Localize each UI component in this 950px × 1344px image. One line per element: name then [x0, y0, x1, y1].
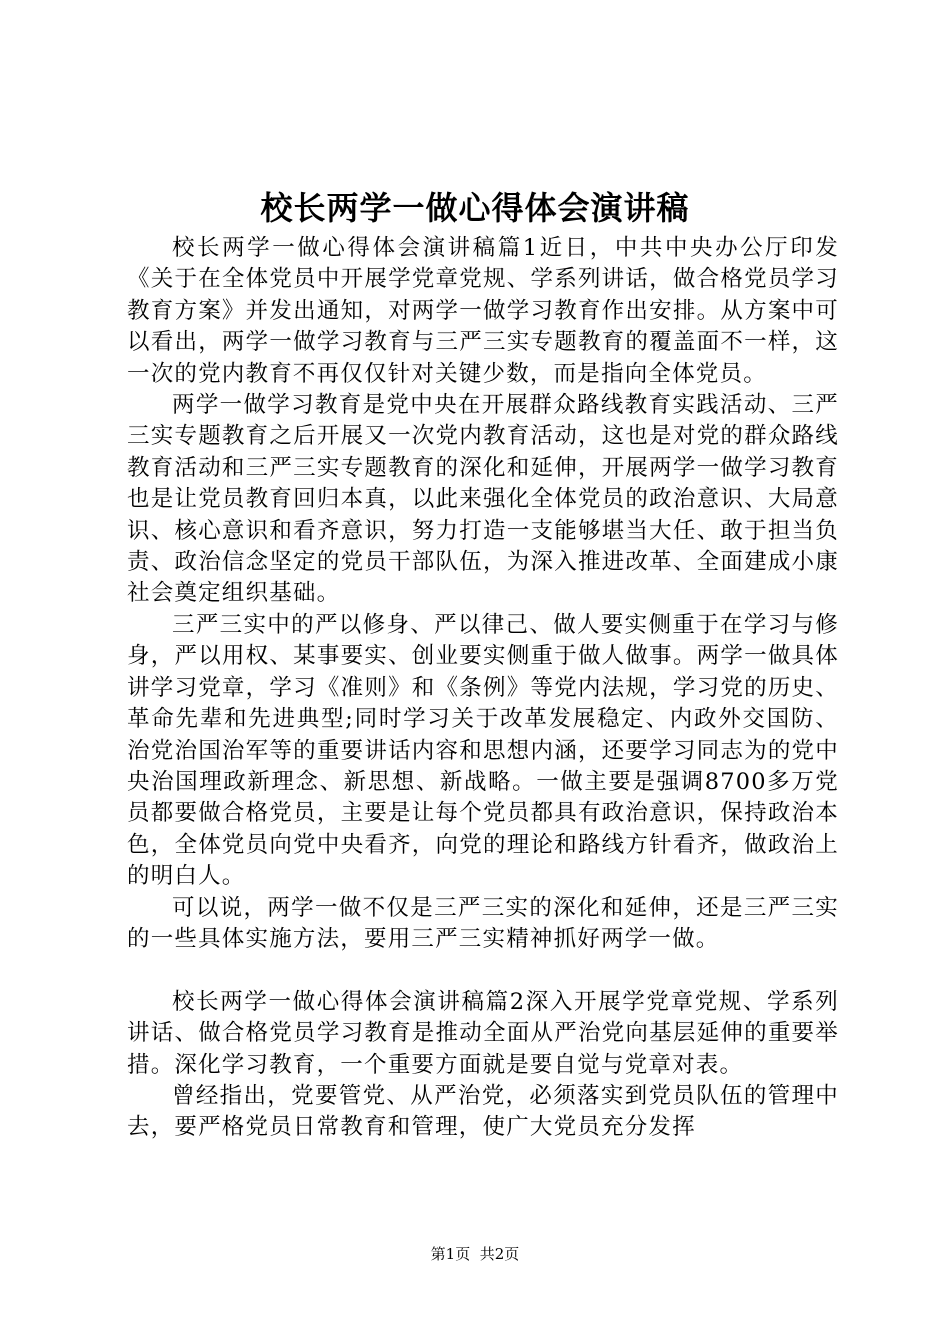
paragraph-2: 两学一做学习教育是党中央在开展群众路线教育实践活动、三严三实专题教育之后开展又一次党内教育活动，这也是对党的群众路线教育活动和三严三实专题教育的深化和延伸，开展两学一做学习教育也是让党员教育回归本真，以此来强化全体党员的政治意识、大局意识、核心意识和看齐意识，努力打造一支能够堪当大任、敢于担当负责、政治信念坚定的党员干部队伍，为深入推进改革、全面建成小康社会奠定组织基础。	[127, 392, 839, 607]
paragraph-6: 曾经指出，党要管党、从严治党，必须落实到党员队伍的管理中去，要严格党员日常教育和管理，使广大党员充分发挥	[127, 1082, 839, 1141]
document-body	[127, 233, 839, 1144]
page-footer	[0, 1243, 950, 1265]
document-title: 校长两学一做心得体会演讲稿	[260, 189, 690, 227]
paragraph-3: 三严三实中的严以修身、严以律己、做人要实侧重于在学习与修身，严以用权、某事要实、创业要实侧重于做人做事。两学一做具体讲学习党章，学习《准则》和《条例》等党内法规，学习党的历史、革命先辈和先进典型;同时学习关于改革发展稳定、内政外交国防、治党治国治军等的重要讲话内容和思想内涵，还要学习同志为的党中央治国理政新理念、新思想、新战略。一做主要是强调8700多万党员都要做合格党员，主要是让每个党员都具有政治意识，保持政治本色，全体党员向党中央看齐，向党的理论和路线方针看齐，做政治上的明白人。	[127, 611, 839, 890]
page-number: 第1页	[430, 1245, 471, 1263]
page-total: 共2页	[479, 1245, 520, 1263]
section-gap	[127, 955, 839, 986]
footer-separator	[470, 1245, 480, 1263]
paragraph-5: 校长两学一做心得体会演讲稿篇2深入开展学党章党规、学系列讲话、做合格党员学习教育是推动全面从严治党向基层延伸的重要举措。深化学习教育，一个重要方面就是要自觉与党章对表。	[127, 988, 839, 1078]
paragraph-1: 校长两学一做心得体会演讲稿篇1近日，中共中央办公厅印发《关于在全体党员中开展学党章党规、学系列讲话，做合格党员学习教育方案》并发出通知，对两学一做学习教育作出安排。从方案中可以看出，两学一做学习教育与三严三实专题教育的覆盖面不一样，这一次的党内教育不再仅仅针对关键少数，而是指向全体党员。	[127, 235, 839, 387]
paragraph-4: 可以说，两学一做不仅是三严三实的深化和延伸，还是三严三实的一些具体实施方法，要用三严三实精神抓好两学一做。	[127, 894, 839, 952]
